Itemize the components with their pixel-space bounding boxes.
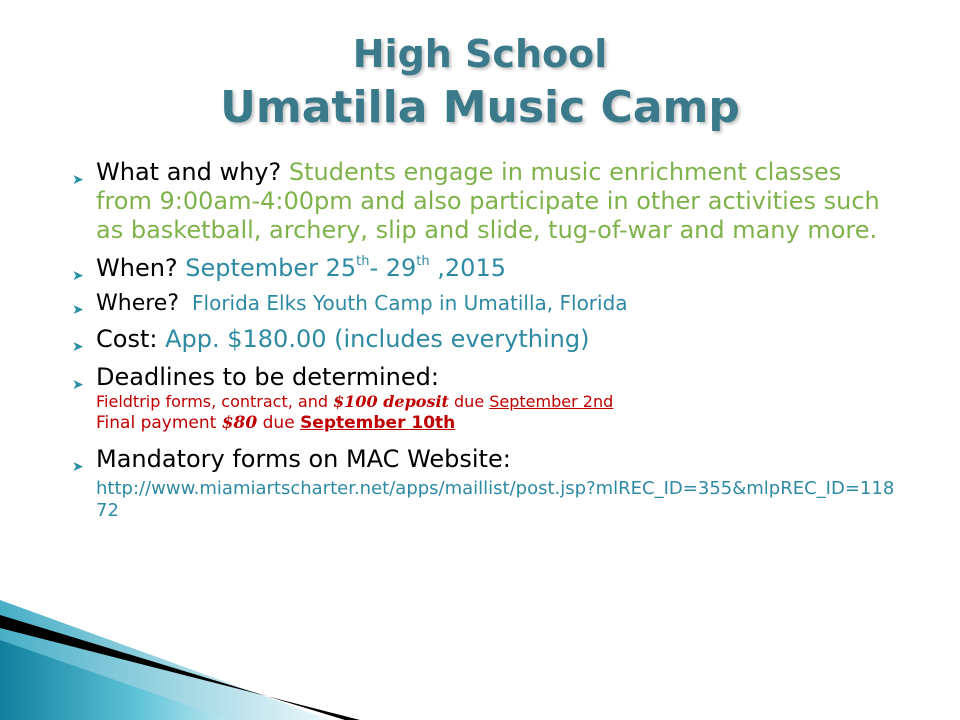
bullet-mandatory-forms: [72, 444, 902, 522]
when-date: [185, 254, 506, 282]
bullet-arrow-icon: ➤: [72, 377, 84, 393]
deadline-1-due: due: [454, 392, 485, 411]
title-line-1: High School: [352, 32, 608, 76]
cost-text: App. $180.00 (includes everything): [165, 325, 590, 353]
deposit-amount: $100 deposit: [333, 392, 449, 411]
bullet-list: [72, 158, 902, 522]
bullet-arrow-icon: ➤: [72, 459, 84, 475]
what-why-text: Students engage in music enrichment classes from 9:00am-4:00pm and also participate in other activities such as basketball, archery, slip and slide, tug-of-war and many more.: [96, 158, 880, 244]
bullet-arrow-icon: ➤: [72, 339, 84, 355]
deadline-2-prefix: Final payment: [96, 413, 217, 433]
where-text: Florida Elks Youth Camp in Umatilla, Florida: [192, 291, 628, 315]
when-date-start: September 25: [185, 254, 357, 282]
cost-label: Cost:: [96, 325, 158, 353]
where-label: Where?: [96, 291, 180, 316]
when-sup-2: th: [416, 254, 430, 269]
deadline-1-date: September 2nd: [489, 392, 614, 411]
bullet-cost: [72, 324, 902, 354]
deadline-line-2: [96, 412, 902, 434]
forms-url-link[interactable]: http://www.miamiartscharter.net/apps/maillist/post.jsp?mlREC_ID=355&mlpREC_ID=11872: [96, 478, 895, 521]
bullet-where: [72, 289, 902, 318]
deadline-1-prefix: Fieldtrip forms, contract, and: [96, 392, 329, 411]
what-why-label: What and why?: [96, 158, 282, 186]
title-line-2: Umatilla Music Camp: [220, 82, 740, 133]
bullet-arrow-icon: ➤: [72, 172, 84, 188]
bullet-arrow-icon: ➤: [72, 302, 84, 318]
deadline-2-date: September 10th: [300, 413, 456, 433]
final-payment-amount: $80: [221, 413, 258, 433]
when-date-end: - 29: [369, 254, 417, 282]
deadlines-label: Deadlines to be determined:: [96, 363, 439, 391]
bullet-what-why: [72, 158, 902, 245]
deadline-line-1: [96, 392, 902, 412]
when-year: ,2015: [429, 254, 506, 282]
when-sup-1: th: [356, 254, 370, 269]
when-label: When?: [96, 254, 178, 282]
forms-label: Mandatory forms on MAC Website:: [96, 445, 511, 473]
bullet-deadlines: [72, 362, 902, 434]
bullet-when: [72, 253, 902, 283]
bullet-arrow-icon: ➤: [72, 268, 84, 284]
deadline-2-due: due: [262, 413, 295, 433]
